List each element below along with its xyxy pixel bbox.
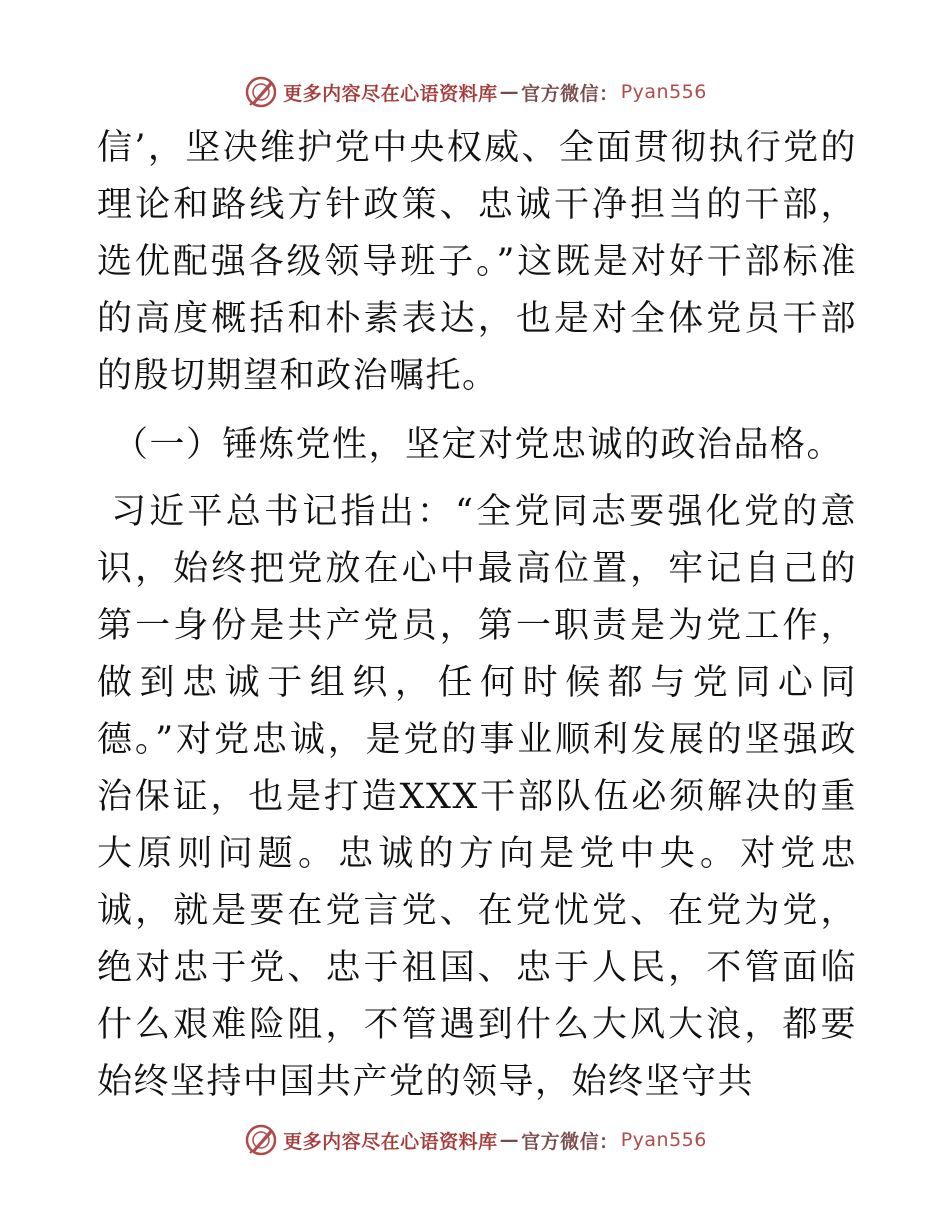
watermark-wechat-label: 官方微信： — [521, 82, 619, 105]
quill-circle-icon — [243, 1122, 279, 1158]
paragraph-2: 习近平总书记指出：“全党同志要强化党的意识，始终把党放在心中最高位置，牢记自己的第一身份是共产党员，第一职责是为党工作，做到忠诚于组织，任何时候都与党同心同德。”对党忠诚，是党的事业顺利发展的坚强政治保证，也是打造XXX干部队伍必须解决的重大原则问题。忠诚的方向是党中央。对党忠诚，就是要在党言党、在党忧党、在党为党，绝对忠于党、忠于祖国、忠于人民，不管面临什么艰难险阻，不管遇到什么大风大浪，都要始终坚持中国共产党的领导，始终坚守共 — [97, 492, 857, 1102]
watermark-wechat-id: Pyan556 — [620, 1129, 707, 1151]
section-heading: （一）锤炼党性，坚定对党忠诚的政治品格。 — [113, 425, 844, 465]
watermark-separator: — — [499, 81, 520, 103]
footer-watermark — [0, 1118, 950, 1162]
quill-circle-icon — [243, 74, 279, 110]
document-body — [97, 120, 857, 1111]
paragraph-1: 信’，坚决维护党中央权威、全面贯彻执行党的理论和路线方针政策、忠诚干净担当的干部，选优配强各级领导班子。”这既是对好干部标准的高度概括和朴素表达，也是对全体党员干部的殷切期望和政治嘱托。 — [97, 128, 857, 396]
watermark-title: 更多内容尽在心语资料库 — [283, 1130, 498, 1153]
watermark-title: 更多内容尽在心语资料库 — [283, 82, 498, 105]
watermark-separator: — — [499, 1129, 520, 1151]
header-watermark — [0, 70, 950, 114]
watermark-wechat-label: 官方微信： — [521, 1130, 619, 1153]
watermark-wechat-id: Pyan556 — [620, 81, 707, 103]
